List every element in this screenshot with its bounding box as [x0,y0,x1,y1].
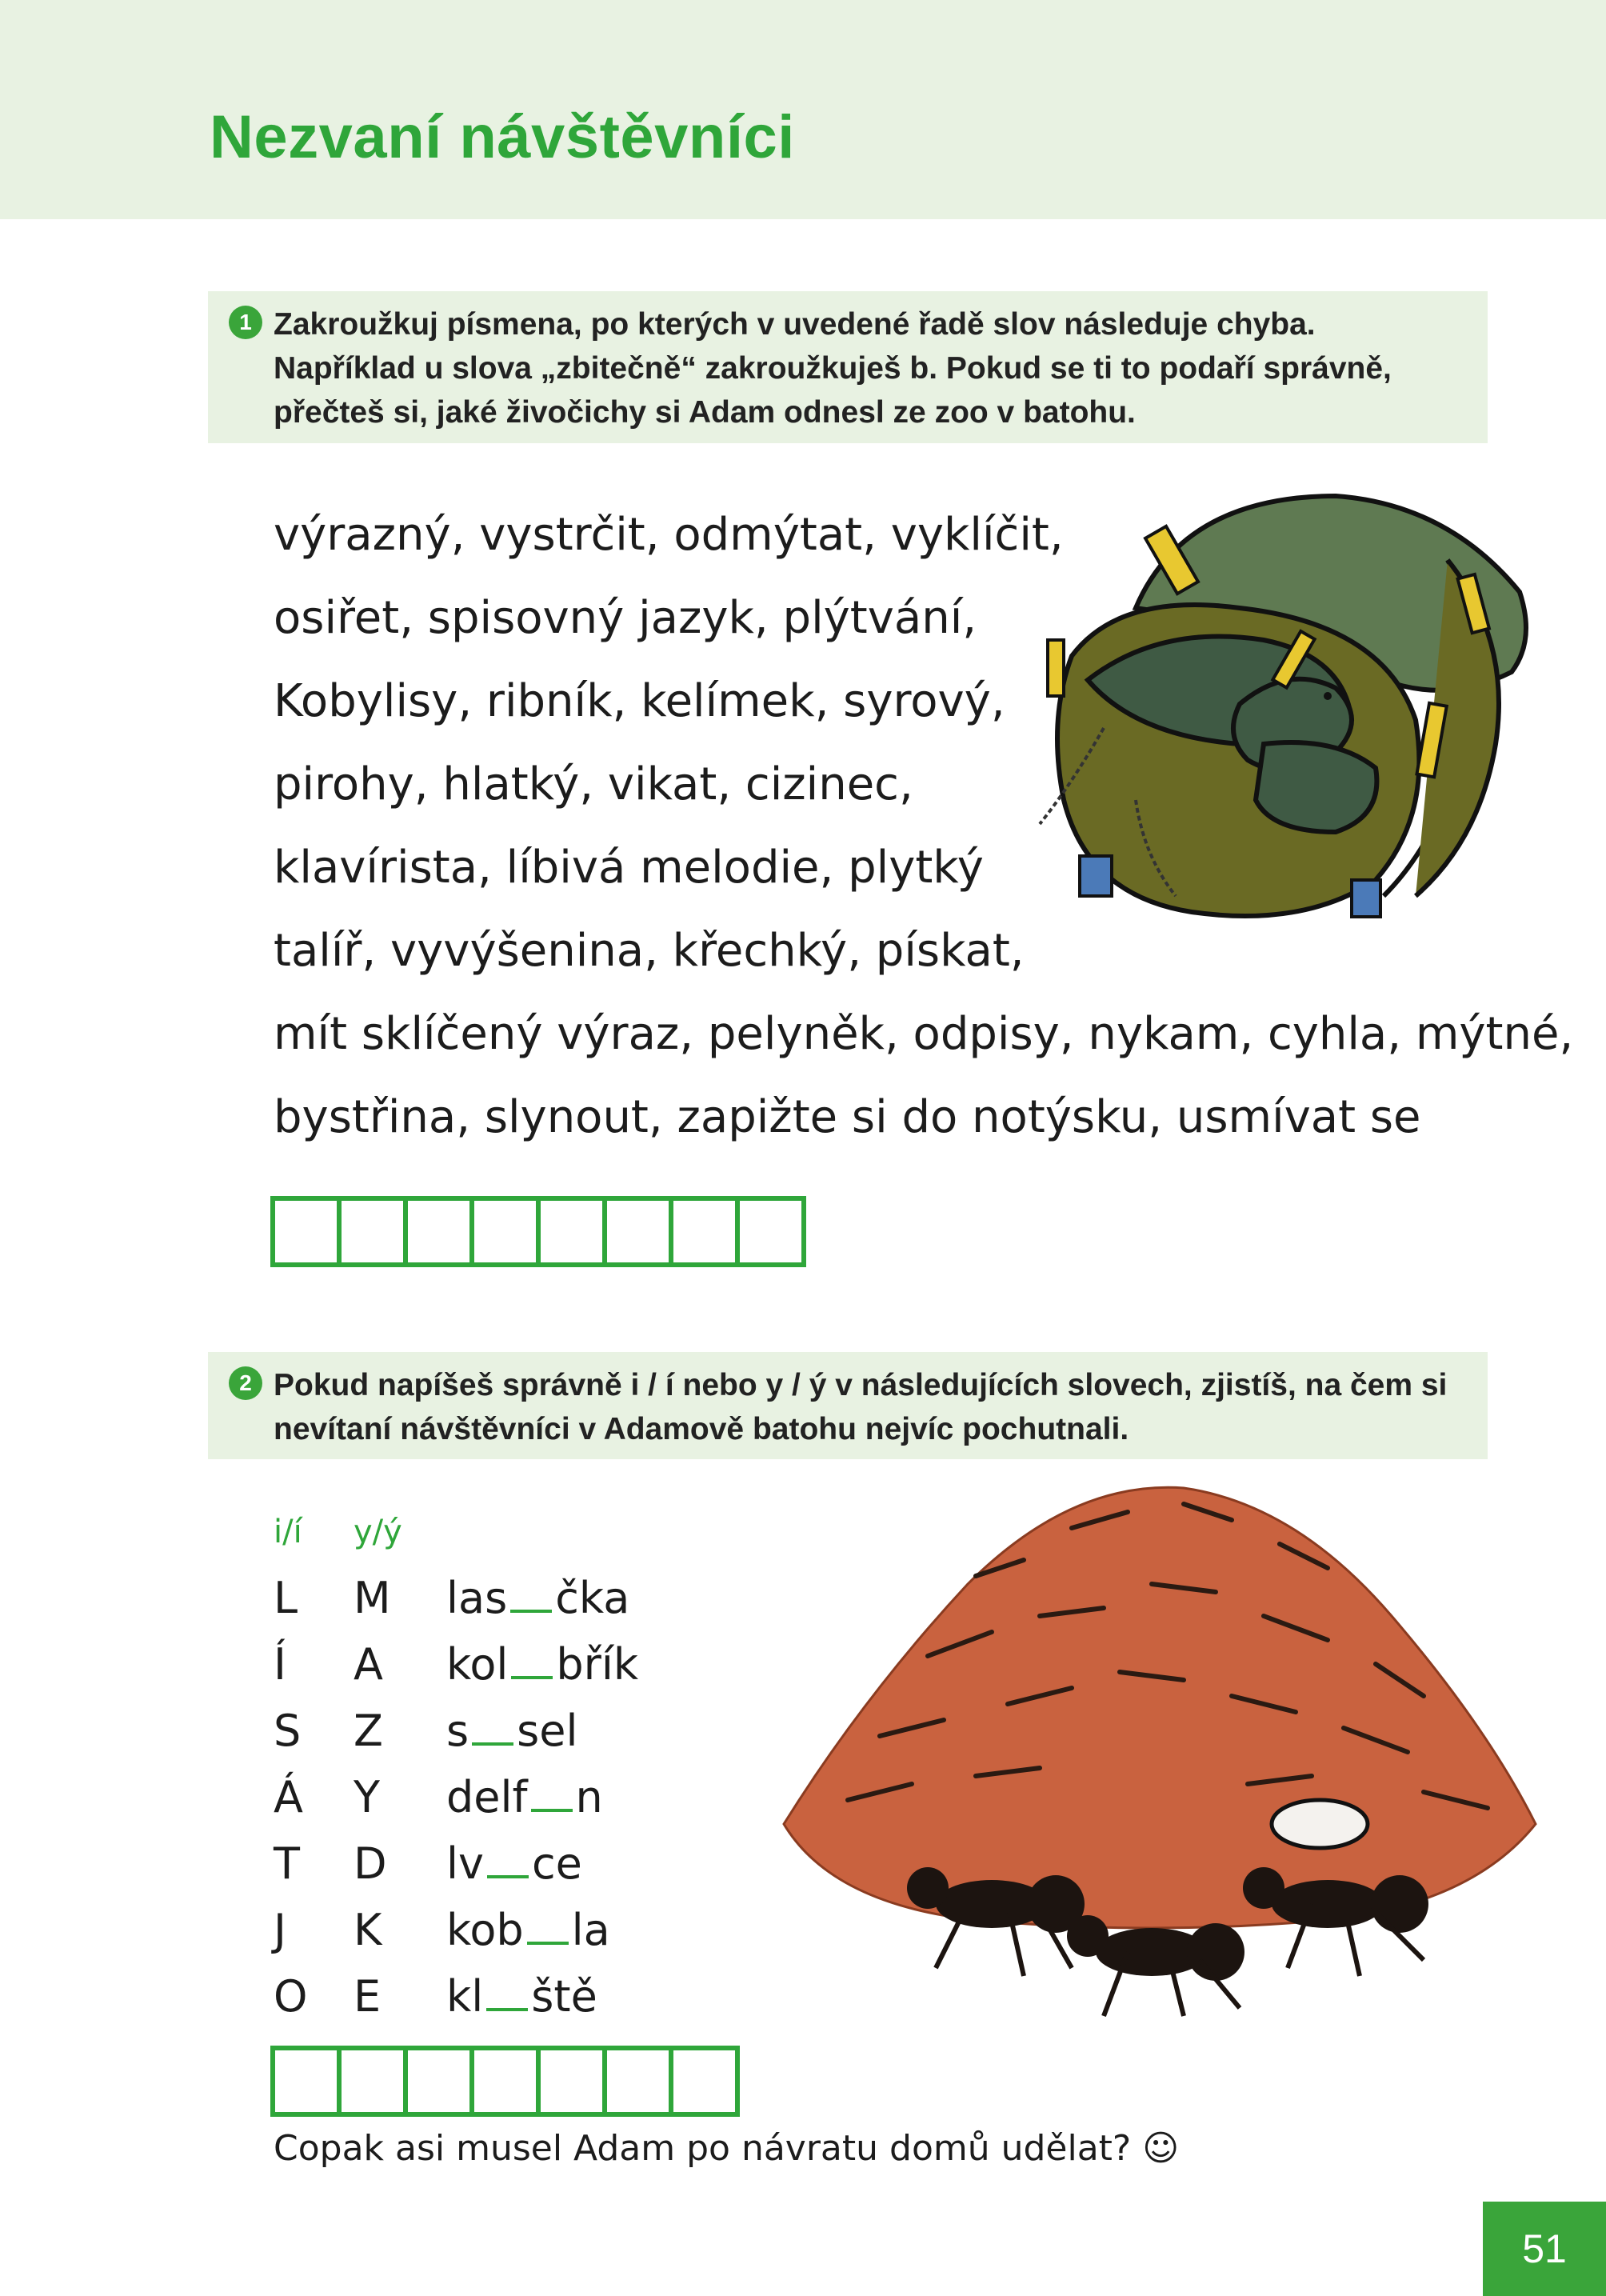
task-1-instructions [208,291,1488,443]
gap-blank[interactable] [531,1777,573,1812]
gap-blank[interactable] [527,1910,569,1945]
gap-blank[interactable] [487,1843,529,1878]
task-1-number: 1 [229,306,262,339]
answer-cell[interactable] [408,2050,474,2112]
letter-i: S [274,1706,302,1756]
letter-i: J [274,1905,286,1955]
gap-word: s sel [446,1706,578,1756]
column-header-i: i/í [274,1514,302,1550]
gap-word: kol břík [446,1639,639,1690]
answer-cell[interactable] [673,1201,740,1262]
word-line: klavírista, líbivá melodie, plytký [274,842,984,894]
letter-i: L [274,1573,298,1623]
answer-cell[interactable] [474,2050,541,2112]
answer-cell[interactable] [740,1201,801,1262]
word-line: výrazný, vystrčit, odmýtat, vyklíčit, [274,509,1064,561]
letter-i: O [274,1971,308,2022]
task-2-line: nevítaní návštěvníci v Adamově batohu nejvíc pochutnali. [274,1412,1129,1446]
word-line: mít sklíčený výraz, pelyněk, odpisy, nykam, cyhla, mýtné, [274,1008,1574,1060]
word-line: talíř, vyvýšenina, křechký, pískat, [274,925,1025,977]
gap-blank[interactable] [510,1578,552,1613]
word-line: pirohy, hlatký, vikat, cizinec, [274,758,913,810]
gap-word: kob la [446,1905,610,1955]
answer-cell[interactable] [342,1201,408,1262]
task-2-instructions [208,1352,1488,1459]
task-1-line: Zakroužkuj písmena, po kterých v uvedené řadě slov následuje chyba. [274,307,1316,342]
letter-y: E [354,1971,382,2022]
task-1-line: přečteš si, jaké živočichy si Adam odnesl ze zoo v batohu. [274,395,1136,430]
answer-cell[interactable] [408,1201,474,1262]
page-number: 51 [1522,2226,1567,2271]
backpack-illustration [1000,480,1544,944]
answer-cell[interactable] [275,2050,342,2112]
answer-boxes-2[interactable] [270,2046,740,2117]
task-1-text [274,302,1473,434]
task-2-line: Pokud napíšeš správně i / í nebo y / ý v následujících slovech, zjistíš, na čem si [274,1368,1448,1402]
gap-word: las čka [446,1573,630,1623]
gap-blank[interactable] [486,1976,528,2011]
task-2-text [274,1363,1473,1451]
letter-y: A [354,1639,383,1690]
letter-i: T [274,1838,300,1889]
answer-cell[interactable] [474,1201,541,1262]
letter-i: Á [274,1772,303,1822]
answer-cell[interactable] [342,2050,408,2112]
word-line: osiřet, spisovný jazyk, plýtvání, [274,592,977,644]
task-1-line: Například u slova „zbitečně“ zakroužkuješ b. Pokud se ti to podaří správně, [274,351,1392,386]
answer-cell[interactable] [607,2050,673,2112]
gap-word: lv ce [446,1838,582,1889]
answer-cell[interactable] [275,1201,342,1262]
task-2-number: 2 [229,1366,262,1400]
word-line: Kobylisy, ribník, kelímek, syrový, [274,675,1005,727]
answer-cell[interactable] [541,1201,607,1262]
letter-y: D [354,1838,387,1889]
gap-blank[interactable] [472,1710,513,1746]
letter-i: Í [274,1639,286,1690]
page-title: Nezvaní návštěvníci [210,103,795,171]
answer-boxes-1[interactable] [270,1196,806,1267]
answer-cell[interactable] [541,2050,607,2112]
letter-y: Y [354,1772,380,1822]
anthill-illustration [768,1456,1552,2032]
word-line: bystřina, slynout, zapižte si do notýsku, usmívat se [274,1091,1421,1143]
closing-question: Copak asi musel Adam po návratu domů udělat? ☺ [274,2128,1180,2169]
answer-cell[interactable] [673,2050,735,2112]
letter-y: K [354,1905,382,1955]
letter-y: M [354,1573,391,1623]
answer-cell[interactable] [607,1201,673,1262]
column-header-y: y/ý [354,1514,402,1550]
gap-word: delf n [446,1772,603,1822]
gap-word: kl ště [446,1971,597,2022]
letter-y: Z [354,1706,383,1756]
page-number-box [1483,2202,1606,2296]
gap-blank[interactable] [511,1644,553,1679]
